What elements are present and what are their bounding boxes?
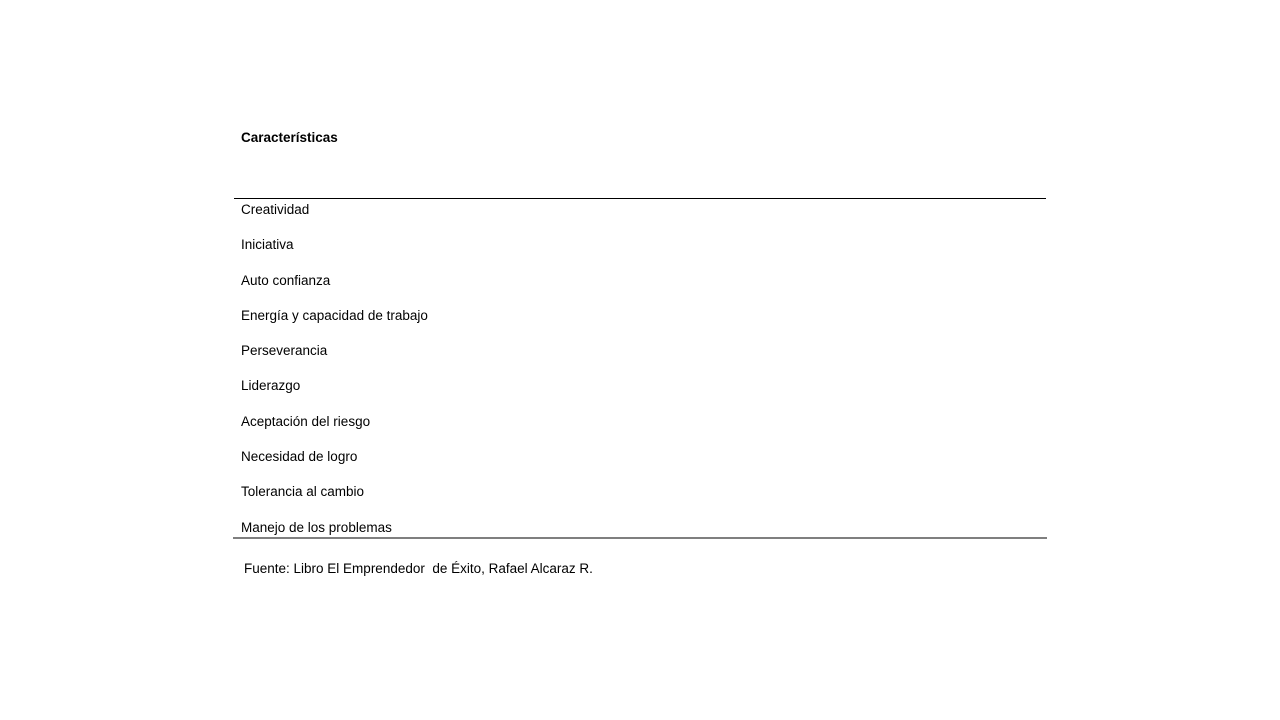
table-row: Perseverancia (241, 343, 328, 359)
table-column-header: Características (241, 130, 338, 145)
table-row: Energía y capacidad de trabajo (241, 307, 428, 323)
table-body (241, 200, 428, 553)
table-row: Necesidad de logro (241, 449, 358, 465)
table-row: Manejo de los problemas (241, 519, 392, 535)
table-row: Liderazgo (241, 378, 301, 394)
table-row: Aceptación del riesgo (241, 413, 371, 429)
table-row: Auto confianza (241, 272, 331, 288)
table-row: Iniciativa (241, 237, 294, 253)
source-note: Fuente: Libro El Emprendedor de Éxito, Rafael Alcaraz R. (244, 561, 593, 576)
table-top-rule (234, 198, 1046, 199)
table-row: Creatividad (241, 202, 310, 217)
table-bottom-rule (233, 537, 1047, 539)
table-row: Tolerancia al cambio (241, 484, 365, 500)
